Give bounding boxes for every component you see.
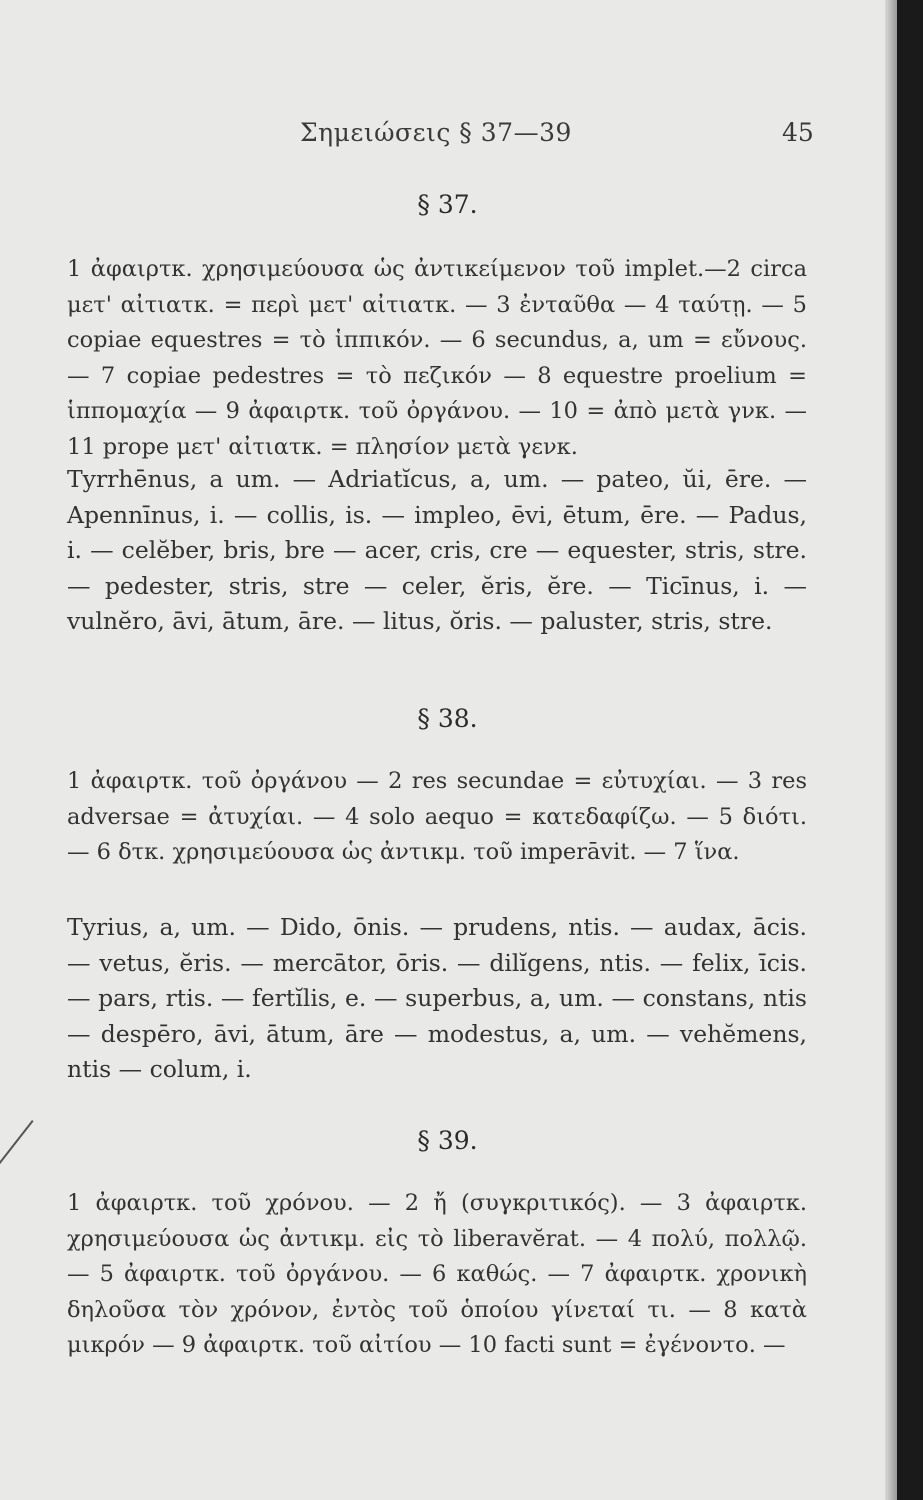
section-heading-39: § 39. <box>417 1126 478 1155</box>
section-heading-37: § 37. <box>417 190 478 219</box>
vocab-37: Tyrrhēnus, a um. — Adriatĭcus, a, um. — pateo, ŭi, ēre. — Apennīnus, i. — collis, is. — impleo, ēvi, ētum, ēre. — Padus, i. — celĕber, bris, bre — acer, cris, cre — equester, stris, stre. — pedester, stris, stre — celer, ĕris, ĕre. — Ticīnus, i. — vulnĕro, āvi, ātum, āre. — litus, ŏris. — paluster, stris, stre. <box>67 465 807 635</box>
running-header <box>0 118 895 158</box>
running-title: Σημειώσεις § 37—39 <box>300 118 572 147</box>
page-edge <box>885 0 897 1500</box>
section-heading-38: § 38. <box>417 704 478 733</box>
notes-38: 1 ἀφαιρτκ. τοῦ ὀργάνου — 2 res secundae = εὐτυχίαι. — 3 res adversae = ἀτυχίαι. — 4 solo aequo = κατεδαφίζω. — 5 διότι. — 6 δτκ. χρησιμεύουσα ὡς ἀντικμ. τοῦ imperāvit. — 7 ἵνα. <box>67 768 807 865</box>
notes-39: 1 ἀφαιρτκ. τοῦ χρόνου. — 2 ἤ (συγκριτικός). — 3 ἀφαιρτκ. χρησιμεύουσα ὡς ἀντικμ. εἰς τὸ liberavĕrat. — 4 πολύ, πολλῷ. — 5 ἀφαιρτκ. τοῦ ὀργάνου. — 6 καθώς. — 7 ἀφαιρτκ. χρονικὴ δηλοῦσα τὸν χρόνον, ἐντὸς τοῦ ὁποίου γίνεταί τι. — 8 κατὰ μικρόν — 9 ἀφαιρτκ. τοῦ αἰτίου — 10 facti sunt = ἐγένοντο. — <box>67 1190 807 1358</box>
page-number: 45 <box>782 118 814 147</box>
vocab-38: Tyrius, a, um. — Dido, ōnis. — prudens, ntis. — audax, ācis. — vetus, ĕris. — mercātor, ōris. — dilĭgens, ntis. — felix, īcis. — pars, rtis. — fertĭlis, e. — superbus, a, um. — constans, ntis — despēro, āvi, ātum, āre — modestus, a, um. — vehĕmens, ntis — colum, i. <box>67 913 807 1083</box>
notes-37: 1 ἀφαιρτκ. χρησιμεύουσα ὡς ἀντικείμενον τοῦ implet.—2 circa μετ' αἰτιατκ. = περὶ μετ' αἰτιατκ. — 3 ἐνταῦθα — 4 ταύτῃ. — 5 copiae equestres = τὸ ἱππικόν. — 6 secundus, a, um = εὔνους. — 7 copiae pedestres = τὸ πεζικόν — 8 equestre proelium = ἱππομαχία — 9 ἀφαιρτκ. τοῦ ὀργάνου. — 10 = ἀπὸ μετὰ γνκ. — 11 prope μετ' αἰτιατκ. = πλησίον μετὰ γενκ. <box>67 256 807 460</box>
